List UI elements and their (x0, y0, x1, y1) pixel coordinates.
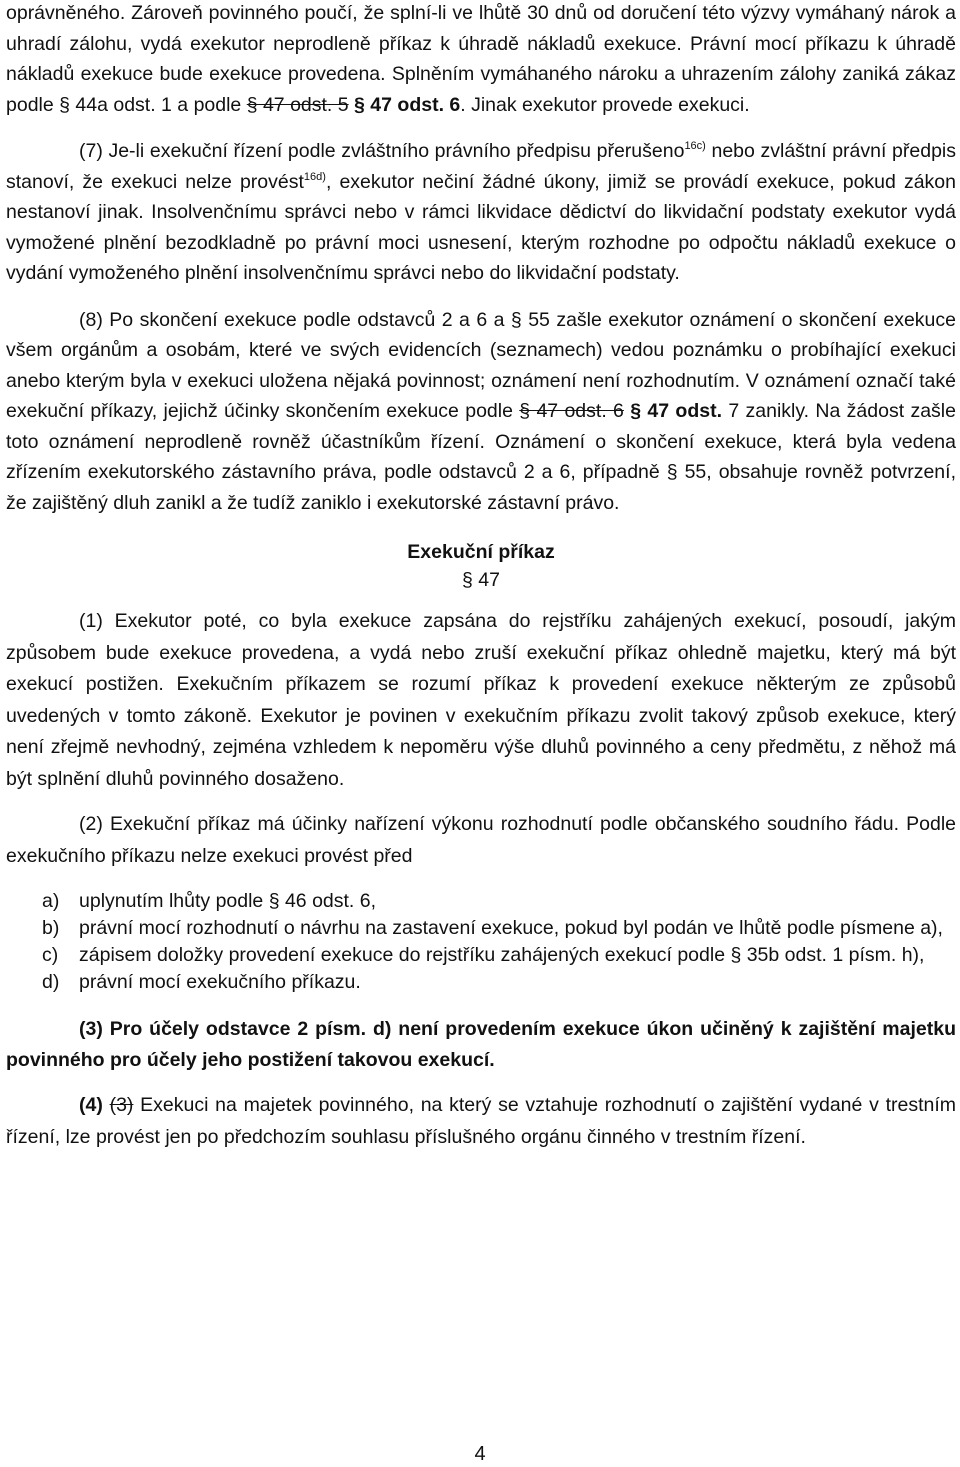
list-item (6, 969, 956, 996)
inserted-reference: § 47 odst. 6 (348, 93, 461, 116)
list-text: zápisem doložky provedení exekuce do rejstříku zahájených exekucí podle § 35b odst. 1 písm. h), (79, 944, 925, 966)
list-item (6, 888, 956, 915)
list-text: uplynutím lhůty podle § 46 odst. 6, (79, 890, 377, 912)
list-marker: c) (42, 944, 59, 966)
section-number: § 47 (462, 569, 500, 591)
text: oprávněného. Zároveň povinného poučí, že splní-li ve lhůtě 30 dnů od doručení této výzvy vymáhaný nárok a uhradí zálohu, vydá exekutor neprodleně příkaz k úhradě nákladů exekuce. Právní mocí příkazu k úhradě nákladů exekuce bude exekuce provedena. Splněním vymáhaného nároku a uhrazením zálohy zaniká zákaz podle § 44a odst. 1 a podle (6, 2, 956, 116)
paragraph-number: (4) (79, 1094, 103, 1116)
section-heading: Exekuční příkaz (407, 541, 555, 563)
paragraph-47-3: (3) Pro účely odstavce 2 písm. d) není provedením exekuce úkon učiněný k zajištění majetku povinného pro účely jeho postižení takovou exekucí. (6, 1018, 956, 1071)
list-marker: a) (42, 890, 60, 912)
list-text: právní mocí exekučního příkazu. (79, 971, 361, 993)
struck-paragraph-number: (3) (109, 1094, 134, 1116)
spacer (6, 996, 956, 1014)
list-text: právní mocí rozhodnutí o návrhu na zastavení exekuce, pokud byl podán ve lhůtě podle písmene a), (79, 917, 943, 939)
footnote-ref: 16d) (303, 170, 326, 183)
struck-reference: § 47 odst. 6 (519, 400, 624, 422)
list-marker: d) (42, 971, 60, 993)
page-number: 4 (474, 1443, 486, 1465)
spacer (6, 289, 956, 305)
text: 7 zanikly. Na žádost zašle toto oznámení neprodleně rovněž účastníkům řízení. Oznámení o skončení exekuce, která byla vedena zřízením exekutorského zástavního práva, podle odstavců 2 a 6, případně § 55, obsahuje rovněž potvrzení, že zajištěný dluh zanikl a že tudíž zaniklo i exekutorské zástavní právo. (6, 400, 956, 514)
spacer (6, 594, 956, 606)
text: (8) Po skončení exekuce podle odstavců 2 a 6 a § 55 zašle exekutor oznámení o skončení exekuce všem orgánům a osobám, které ve svých evidencích (seznamech) vedou poznámku o probíhající exekuci anebo kterým byla v exekuci uložena nějaká povinnost; oznámení není rozhodnutím. V oznámení označí také exekuční příkazy, jejichž účinky skončením exekuce podle (6, 308, 956, 422)
footnote-ref: 16c) (684, 140, 706, 152)
list-marker: b) (42, 917, 60, 939)
spacer (6, 120, 956, 136)
text: Exekuci na majetek povinného, na který se vztahuje rozhodnutí o zajištění vydané v trestním řízení, lze provést jen po předchozím souhlasu příslušného orgánu činného v trestním řízení. (6, 1094, 956, 1148)
text: nebo zvláštní právní předpis stanoví, že exekuci nelze provést (6, 140, 956, 193)
spacer (6, 518, 956, 538)
document-page (6, 0, 956, 1153)
paragraph-continuation (6, 0, 956, 120)
list-item (6, 915, 956, 942)
spacer (6, 1076, 956, 1090)
paragraph-47-4 (6, 1090, 956, 1153)
spacer (6, 872, 956, 888)
paragraph-47-1: (1) Exekutor poté, co byla exekuce zapsána do rejstříku zahájených exekucí, posoudí, jakým způsobem bude exekuce provedena, a vydá nebo zruší exekuční příkaz ohledně majetku, který má být exekucí postižen. Exekučním příkazem se rozumí příkaz k provedení exekuce některým ze způsobů uvedených v tomto zákoně. Exekutor je povinen v exekučním příkazu zvolit takový způsob exekuce, který není zřejmě nevhodný, zejména vzhledem k nepoměru výše dluhů povinného a ceny předmětu, z něhož má být splnění dluhů povinného dosaženo. (6, 610, 956, 790)
paragraph-8 (6, 305, 956, 519)
inserted-reference: § 47 odst. (623, 400, 723, 422)
text: . Jinak exekutor provede exekuci. (460, 93, 750, 116)
list-item (6, 942, 956, 969)
struck-reference: § 47 odst. 5 (246, 93, 349, 116)
conditions-list (6, 888, 956, 996)
paragraph-47-2: (2) Exekuční příkaz má účinky nařízení výkonu rozhodnutí podle občanského soudního řádu. Podle exekučního příkazu nelze exekuci provést před (6, 813, 956, 867)
text: , exekutor nečiní žádné úkony, jimiž se provádí exekuce, pokud zákon nestanoví jinak. Insolvenčnímu správci nebo v rámci likvidace dědictví do likvidační podstaty exekutor vydá vymožené plnění bezodkladně po právní moci usnesení, kterým rozhodne po odpočtu nákladů exekuce o vydání vymoženého plnění insolvenčnímu správci nebo do likvidační podstaty. (6, 170, 956, 284)
text: (7) Je-li exekuční řízení podle zvláštního právního předpisu přerušeno (79, 140, 685, 162)
spacer (6, 795, 956, 809)
paragraph-7 (6, 136, 956, 289)
